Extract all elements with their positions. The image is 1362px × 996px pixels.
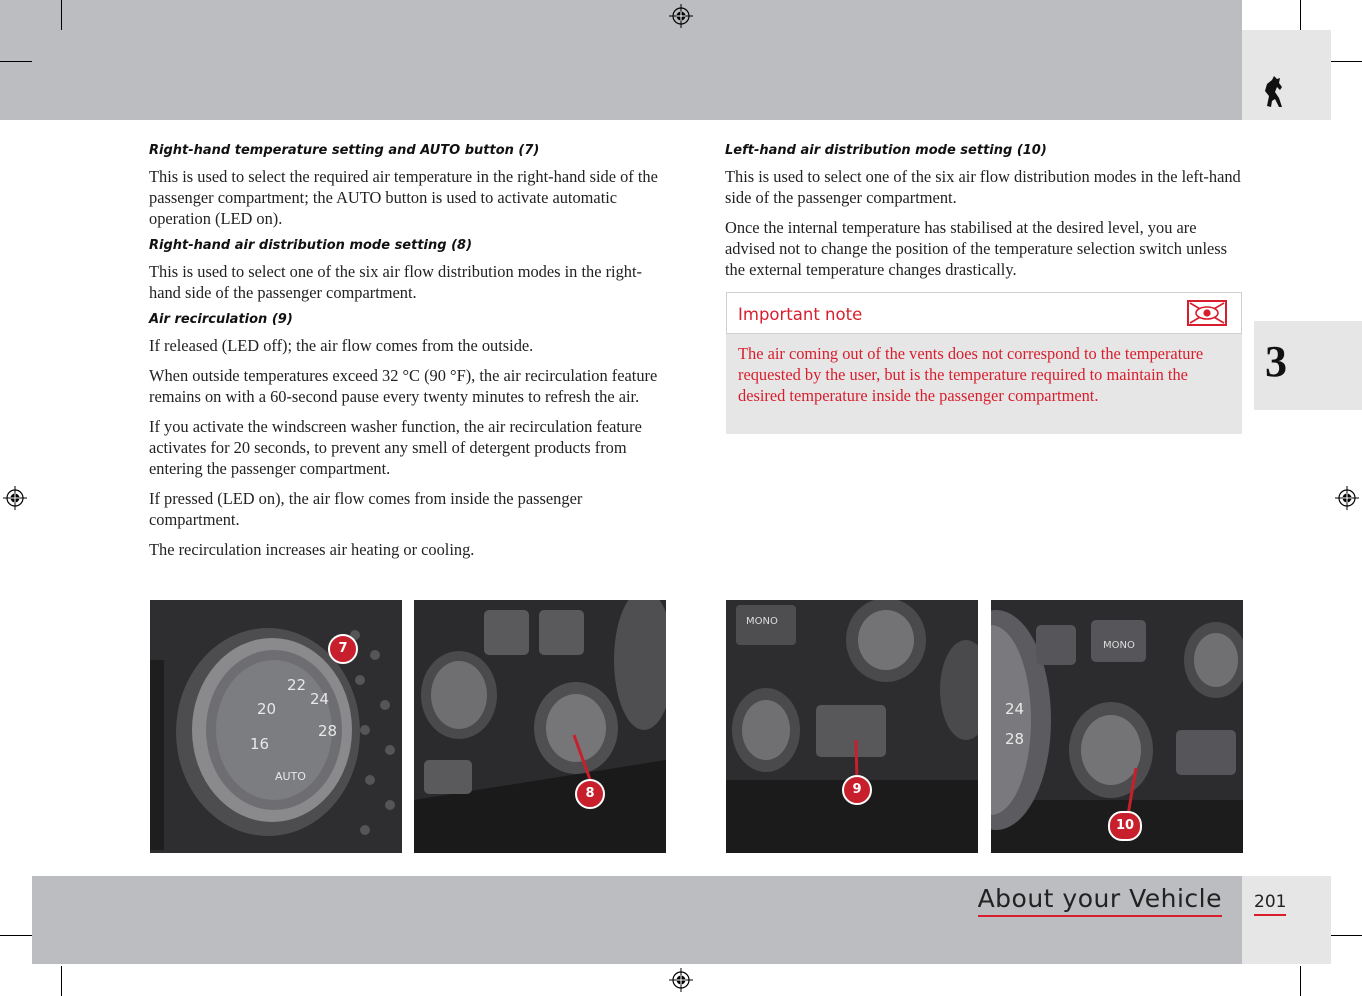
- crop-mark: [1331, 61, 1362, 62]
- registration-mark-icon: [3, 486, 27, 510]
- page-number: 201: [1254, 892, 1286, 916]
- distribution-knob-illustration: [414, 600, 666, 853]
- footer-title: About your Vehicle: [978, 884, 1222, 917]
- registration-mark-icon: [1335, 486, 1359, 510]
- crop-mark: [61, 966, 62, 996]
- paragraph: This is used to select the required air temperature in the right-hand side of the passenger compartment; the AUTO button is used to activate automatic operation (LED on).: [149, 167, 658, 228]
- callout-badge: 9: [842, 775, 872, 805]
- section-heading: Air recirculation (9): [149, 312, 293, 327]
- crop-mark: [0, 935, 32, 936]
- dial-label: 28: [1005, 730, 1025, 748]
- paragraph: If released (LED off); the air flow comes from the outside.: [149, 336, 534, 355]
- temperature-dial-illustration: [150, 600, 402, 853]
- eye-warning-icon: [1187, 300, 1227, 326]
- crop-mark: [1300, 0, 1301, 30]
- dial-label: 28: [318, 722, 338, 740]
- paragraph: When outside temperatures exceed 32 °C (90 °F), the air recirculation feature remains on with a 60-second pause every twenty minutes to refresh the air.: [149, 366, 658, 406]
- left-column: [149, 143, 669, 569]
- note-body: The air coming out of the vents does not correspond to the temperature requested by the user, but is the temperature required to maintain the desired temperature inside the passenger compartment.: [738, 344, 1204, 405]
- paragraph: Once the internal temperature has stabilised at the desired level, you are advised not to change the position of the temperature selection switch unless the external temperature changes drastically.: [725, 218, 1228, 279]
- right-column: [725, 143, 1245, 289]
- dial-label: 20: [257, 700, 277, 718]
- dial-label: 22: [287, 676, 307, 694]
- page-number-tab: [1242, 876, 1331, 964]
- dial-label: 24: [1005, 700, 1025, 718]
- chapter-number: 3: [1265, 337, 1287, 386]
- dial-label: 16: [250, 735, 270, 753]
- important-note: [726, 292, 1242, 434]
- photo-recirculation: [726, 600, 978, 853]
- prancing-horse-icon: [1258, 74, 1288, 110]
- section-heading: Right-hand air distribution mode setting (8): [149, 238, 473, 253]
- mono-button-label: MONO: [746, 616, 778, 627]
- section-heading: Left-hand air distribution mode setting (10): [725, 143, 1047, 158]
- photo-left-distribution: [991, 600, 1243, 853]
- paragraph: If pressed (LED on), the air flow comes from inside the passenger compartment.: [149, 489, 583, 529]
- crop-mark: [61, 0, 62, 30]
- recirculation-illustration: [726, 600, 978, 853]
- paragraph: This is used to select one of the six air flow distribution modes in the left-hand side of the passenger compartment.: [725, 167, 1241, 207]
- crop-mark: [0, 61, 32, 62]
- callout-badge: 7: [328, 634, 358, 664]
- paragraph: The recirculation increases air heating or cooling.: [149, 540, 475, 559]
- crop-mark: [1331, 935, 1362, 936]
- paragraph: If you activate the windscreen washer function, the air recirculation feature activates for 20 seconds, to prevent any smell of detergent products from entering the passenger compartment.: [149, 417, 642, 478]
- mono-button-label: MONO: [1103, 640, 1135, 651]
- photo-temperature-dial: [150, 600, 402, 853]
- section-heading: Right-hand temperature setting and AUTO button (7): [149, 143, 540, 158]
- auto-button-label: AUTO: [275, 770, 306, 783]
- header-band: [0, 0, 1242, 120]
- photo-distribution-knob: [414, 600, 666, 853]
- callout-badge: 10: [1108, 811, 1142, 841]
- registration-mark-icon: [669, 968, 693, 992]
- crop-mark: [1300, 966, 1301, 996]
- callout-badge: 8: [575, 779, 605, 809]
- dial-label: 24: [310, 690, 330, 708]
- note-header: [726, 292, 1242, 334]
- registration-mark-icon: [669, 4, 693, 28]
- note-title: Important note: [738, 305, 863, 324]
- paragraph: This is used to select one of the six air flow distribution modes in the right-hand side of the passenger compartment.: [149, 262, 643, 302]
